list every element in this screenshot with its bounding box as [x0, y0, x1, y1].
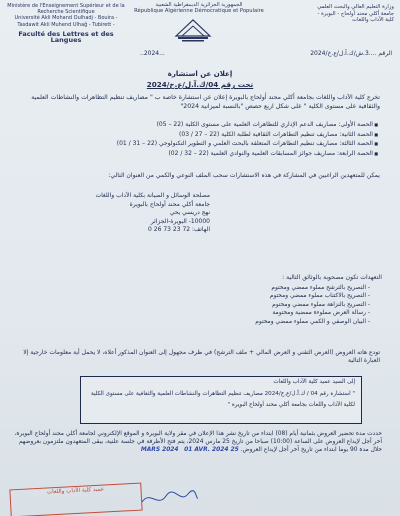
reference-number: الرقم ....3.ش/ك.آ.ل/ع.خ/2024 [310, 50, 392, 57]
header-right-ar [284, 4, 394, 24]
documents-list [70, 284, 370, 326]
header-right-line: جامعة أكلي محند أولحاج - البويرة - [317, 10, 394, 17]
faculty-name: Faculté des Lettres et des Langues [18, 29, 114, 45]
document-item: - التصريح بالاكتتاب مملوء ممضي ومختوم [70, 292, 370, 300]
address-line: 10000- البويرة-الجزائر [150, 217, 210, 225]
reference-date: ..2024... [140, 50, 165, 57]
envelope-line: إلى السيد عميد كلية الآداب واللغات [273, 379, 355, 385]
signature [140, 488, 200, 508]
envelope-line: " استشارة رقم 04 / ك.آ.ل/ع.خ/2024 مصاريف تنظيم التظاهرات والنشاطات العلمية والثقافية على مستوى الكلية [90, 390, 355, 397]
envelope-box [80, 376, 362, 424]
handwritten-date: 01 AVR. 2024 [184, 447, 229, 454]
republic-fr: République Algérienne Démocratique et Populaire [134, 8, 264, 15]
address-phone: الهاتف: 72 23 73 26 0 [148, 226, 210, 234]
lots-list [38, 120, 378, 158]
final-text: حددت مدة تحضير العروض بثمانية أيام (08) ابتداء من تاريخ نشر هذا الإعلان في مقر ولاية البويرة و الموقع الإلكتروني لجامعة أكلي محند أولحاج البويرة، آخر أجل لإيداع العروض على الساعة (10:00) صباحا من تاريخ 25 مارس 2024، يتم فتح الأظرفة في جلسة علنية، يبقى المتعهدون ملتزمون بعروضهم خلال مدة 90 يوما ابتداء من تاريخ آخر أجل لإيداع العروض. [14, 431, 382, 454]
address-line: جامعة أكلي محند أولحاج بالبويرة [129, 200, 210, 208]
document-item: - رسالة العرض مملوءة ممضية ومختومة [70, 309, 370, 317]
header-left-line: Université Akli Mohand Oulhadj - Bouira - [14, 15, 118, 22]
lot-item: ■ الحصة الثالثة: مصاريف تنظيم التظاهرات المتعلقة بالبحث العلمي و التطوير التكنولوجي (22 – 31 / 01) [38, 139, 378, 149]
invite-paragraph: يمكن للمتعهدين الراغبين في المشاركة في هذه الاستشارات سحب الملف النوعي والكمي من العنوان التالي: [108, 172, 380, 179]
document-item: - التصريح بالنزاهة مملوء ممضي ومختوم [70, 301, 370, 309]
university-logo [168, 14, 218, 44]
deposit-paragraph: تودع هاته العروض (العرض التقني و العرض المالي + ملف الترشح) في ظرف مجهول إلى العنوان المذكور أعلاه، لا يحمل أية معلومات خارجية إلا العبارة التالية [23, 349, 380, 364]
official-stamp: عميد كلية الآداب واللغات [9, 483, 142, 516]
document-item: - التصريح بالترشح مملوء ممضي ومختوم [70, 284, 370, 292]
lot-item: ■ الحصة الرابعة: مصاريف جوائز المسابقات العلمية والنوادي العلمية (22 – 32 / 02) [38, 149, 378, 159]
header-left-line: Tasdawit Akli Muhend Ulhağ - Tubirett - [17, 21, 115, 28]
announcement-title: إعلان عن استشارة [167, 70, 233, 78]
header-left-line: Ministère de l'Enseignement Supérieur et de la Recherche Scientifique [7, 3, 125, 16]
lot-item: ■ الحصة الأولى: مصاريف الدعم الإداري للتظاهرات العلمية على مستوى الكلية (22 – 05) [38, 120, 378, 130]
document-item: - البيان الوصفي و الكمي مملوء ممضي ومختوم [70, 318, 370, 326]
handwritten-date: 25 MARS 2024 [140, 447, 239, 454]
header-center [104, 2, 294, 15]
address-line: نهج دريسي يحي [169, 209, 210, 217]
address-line: مصلحة الوسائل و الصيانة بكلية الآداب واللغات [95, 192, 210, 199]
lot-item: ■ الحصة الثانية: مصاريف تنظيم التظاهرات الثقافية لطلبة الكلية (22 – 27 / 03) [38, 130, 378, 140]
address-block [30, 192, 210, 235]
documents-header: التعهدات تكون مصحوبة بالوثائق التالية : [282, 274, 382, 281]
republic-ar: الجمهورية الجزائرية الديمقراطية الشعبية [155, 2, 243, 8]
header-right-line: وزارة التعليم العالي والبحث العلمي [317, 4, 394, 10]
header-right-line: كلية الآداب واللغات [352, 17, 394, 24]
announcement-number: تحت رقم 04/ك.آ.ل/ع.خ/2024 [146, 80, 254, 89]
final-paragraph [12, 430, 382, 455]
envelope-line: لكلية الآداب واللغات بجامعة أكلي محند أولحاج البويرة " [227, 402, 355, 409]
intro-paragraph: تخرج كلية الآداب واللغات بجامعة أكلي محند أولحاج بالبويرة إعلان عن استشارة خاصة ب " مصاريف تنظيم التظاهرات والنشاطات العلمية والثقافية على مستوى الكلية " على شكل اربع حصص "بالنسبة لميزانية 2024" [31, 94, 380, 110]
